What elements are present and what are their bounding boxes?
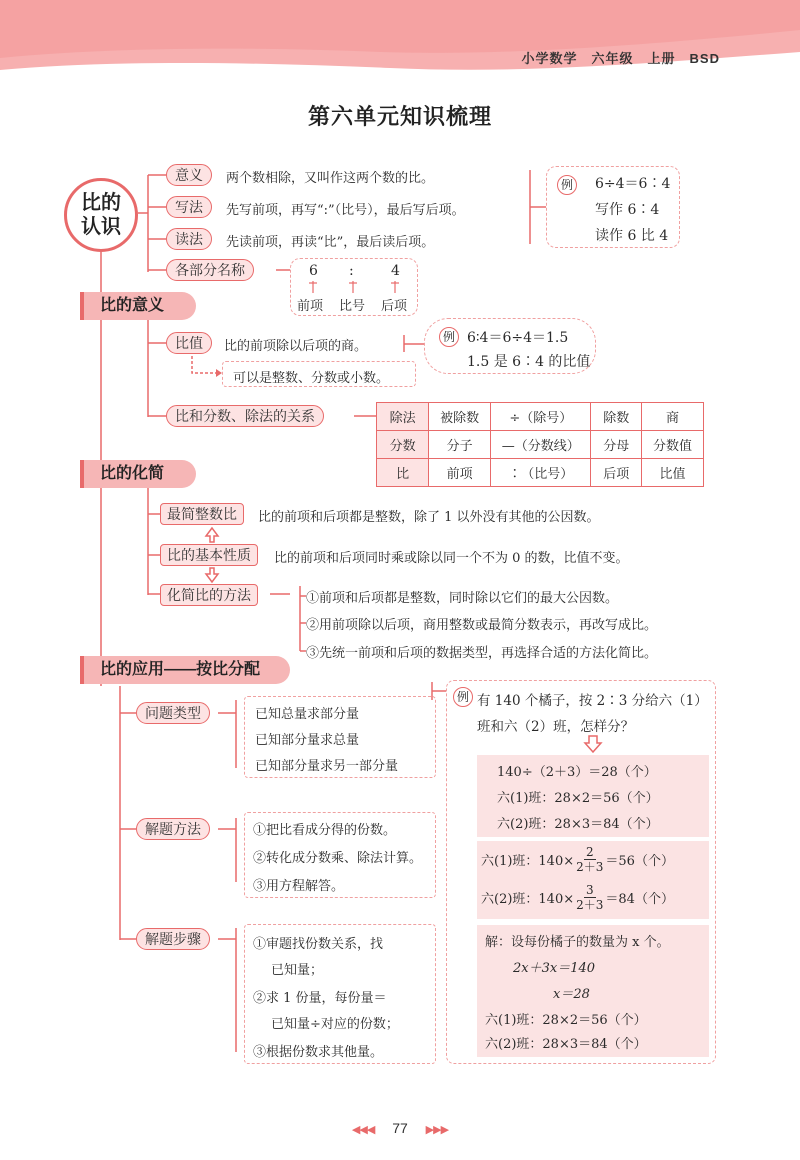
meaning-text: 两个数相除，又叫作这两个数的比。 (226, 171, 435, 186)
parts-n2: 比号 (339, 299, 366, 314)
tag-property: 比的基本性质 (160, 544, 258, 566)
steps-box (244, 924, 436, 1064)
solution-panel-1 (477, 755, 709, 837)
example-3-badge: 例 (453, 687, 473, 707)
example-2-line2: 1.5 是 6∶4 的比值 (467, 354, 591, 370)
tag-relation: 比和分数、除法的关系 (166, 405, 324, 427)
parts-colon: : (349, 263, 354, 279)
root-line2: 认识 (81, 216, 121, 238)
example-1-box (546, 166, 680, 248)
tag-write: 写法 (166, 196, 212, 218)
solution-1-line1: 140÷（2＋3）＝28（个） (497, 765, 657, 780)
relation-cell: 分子 (429, 431, 491, 459)
types-item-2: 已知部分量求总量 (255, 733, 360, 748)
fraction-3-5 (576, 883, 603, 912)
methods-item-1: ①把比看成分得的份数。 (253, 823, 397, 838)
solution-2-line2-pre: 六(2)班：140× (481, 892, 575, 907)
solution-3-line2: 2x＋3x＝140 (513, 961, 596, 976)
page-number: 77 (392, 1120, 408, 1136)
example-1-line1: 6÷4＝6∶4 (595, 176, 671, 192)
ratio-value-note-box (222, 361, 416, 387)
parts-v2: 4 (391, 263, 400, 279)
simplest-text: 比的前项和后项都是整数，除了 1 以外没有其他的公因数。 (258, 510, 600, 525)
tag-types: 问题类型 (136, 702, 210, 724)
types-item-3: 已知部分量求另一部分量 (255, 759, 399, 774)
solution-2-line1 (481, 845, 674, 874)
solution-1-line3: 六(2)班：28×3＝84（个） (497, 817, 659, 832)
relation-cell: 除法 (377, 403, 429, 431)
relation-cell: 前项 (429, 459, 491, 487)
solution-2-line2 (481, 883, 674, 912)
methods-box (244, 812, 436, 898)
tag-ratio-value: 比值 (166, 332, 212, 354)
section-bar-meaning: 比的意义 (80, 292, 196, 320)
parts-n1: 前项 (297, 299, 324, 314)
property-text: 比的前项和后项同时乘或除以同一个不为 0 的数，比值不变。 (274, 551, 629, 566)
relation-cell: 后项 (591, 459, 642, 487)
methods-item-3: ③用方程解答。 (253, 879, 345, 894)
types-box (244, 696, 436, 778)
relation-row (377, 459, 704, 487)
frac-num: 2 (585, 845, 594, 859)
example-3-box (446, 680, 716, 1064)
read-text: 先读前项，再读“比”，最后读后项。 (226, 235, 435, 250)
relation-connector (352, 410, 378, 422)
parts-pointers (291, 279, 419, 295)
relation-cell: 分数值 (641, 431, 703, 459)
parts-n3: 后项 (381, 299, 408, 314)
relation-table (376, 402, 704, 487)
steps-item-2b: 已知量÷对应的份数； (271, 1017, 399, 1032)
example-1-badge: 例 (557, 175, 577, 195)
example-1-line3: 读作 6 比 4 (595, 228, 669, 244)
relation-cell: 分数 (377, 431, 429, 459)
solution-panel-3 (477, 925, 709, 1057)
solution-3-line3: x＝28 (553, 987, 590, 1002)
example-1-line2: 写作 6∶4 (595, 202, 660, 218)
types-item-1: 已知总量求部分量 (255, 707, 360, 722)
example-2-line1: 6∶4＝6÷4＝1.5 (467, 330, 569, 346)
example-2-badge: 例 (439, 327, 459, 347)
solution-3-line5: 六(2)班：28×3＝84（个） (485, 1037, 647, 1052)
steps-item-1a: ①审题找份数关系，找 (253, 937, 384, 952)
tag-read: 读法 (166, 228, 212, 250)
relation-cell: 被除数 (429, 403, 491, 431)
steps-item-1b: 已知量； (271, 963, 324, 978)
method-item-1: ①前项和后项都是整数，同时除以它们的最大公因数。 (306, 591, 619, 606)
tag-steps: 解题步骤 (136, 928, 210, 950)
method-item-3: ③先统一前项和后项的数据类型，再选择合适的方法化简比。 (306, 646, 658, 661)
ratio-value-text: 比的前项除以后项的商。 (224, 339, 368, 354)
tag-simplest: 最简整数比 (160, 503, 244, 525)
solution-3-line4: 六(1)班：28×2＝56（个） (485, 1013, 647, 1028)
tag-methods: 解题方法 (136, 818, 210, 840)
page-title: 第六单元知识梳理 (307, 104, 492, 129)
methods-item-2: ②转化成分数乘、除法计算。 (253, 851, 423, 866)
solution-2-line1-pre: 六(1)班：140× (481, 854, 575, 869)
frac-den: 2＋3 (576, 898, 604, 912)
parts-box (290, 258, 418, 316)
example-2-box (424, 318, 596, 374)
page-footer (0, 1120, 800, 1136)
relation-cell: 比 (377, 459, 429, 487)
root-line1: 比的 (81, 192, 121, 214)
prev-arrows-icon: ◀◀◀ (351, 1124, 375, 1136)
relation-cell: 商 (641, 403, 703, 431)
frac-den: 2＋3 (576, 860, 604, 874)
tag-parts: 各部分名称 (166, 259, 254, 281)
relation-cell: —（分数线） (491, 431, 591, 459)
relation-cell: 除数 (591, 403, 642, 431)
parts-v1: 6 (309, 263, 318, 279)
steps-item-2a: ②求 1 份量，每份量＝ (253, 991, 387, 1006)
next-arrows-icon: ▶▶▶ (425, 1124, 449, 1136)
section-bar-simplify: 比的化简 (80, 460, 196, 488)
down-arrow-icon (583, 735, 603, 753)
tag-method: 化简比的方法 (160, 584, 258, 606)
section-bar-application: 比的应用——按比分配 (80, 656, 290, 684)
write-text: 先写前项，再写“:”（比号），最后写后项。 (226, 203, 465, 218)
example-3-question-2: 班和六（2）班，怎样分？ (477, 719, 635, 735)
relation-cell: ∶（比号） (491, 459, 591, 487)
ratio-value-note: 可以是整数、分数或小数。 (233, 371, 390, 386)
solution-2-line2-post: ＝84（个） (605, 892, 674, 907)
fraction-2-5 (576, 845, 603, 874)
relation-row (377, 431, 704, 459)
method-item-2: ②用前项除以后项，商用整数或最简分数表示，再改写成比。 (306, 618, 658, 633)
solution-panel-2 (477, 841, 709, 919)
header-text: 小学数学 六年级 上册 BSD (521, 51, 720, 66)
solution-1-line2: 六(1)班：28×2＝56（个） (497, 791, 659, 806)
relation-cell: ÷（除号） (491, 403, 591, 431)
frac-num: 3 (585, 883, 594, 897)
solution-3-line1: 解：设每份橘子的数量为 x 个。 (485, 935, 670, 950)
relation-cell: 分母 (591, 431, 642, 459)
steps-item-3: ③根据份数求其他量。 (253, 1045, 384, 1060)
relation-row (377, 403, 704, 431)
relation-cell: 比值 (641, 459, 703, 487)
tag-meaning: 意义 (166, 164, 212, 186)
solution-2-line1-post: ＝56（个） (605, 854, 674, 869)
example-3-question-1: 有 140 个橘子，按 2∶3 分给六（1） (477, 693, 708, 709)
root-node (64, 178, 138, 252)
